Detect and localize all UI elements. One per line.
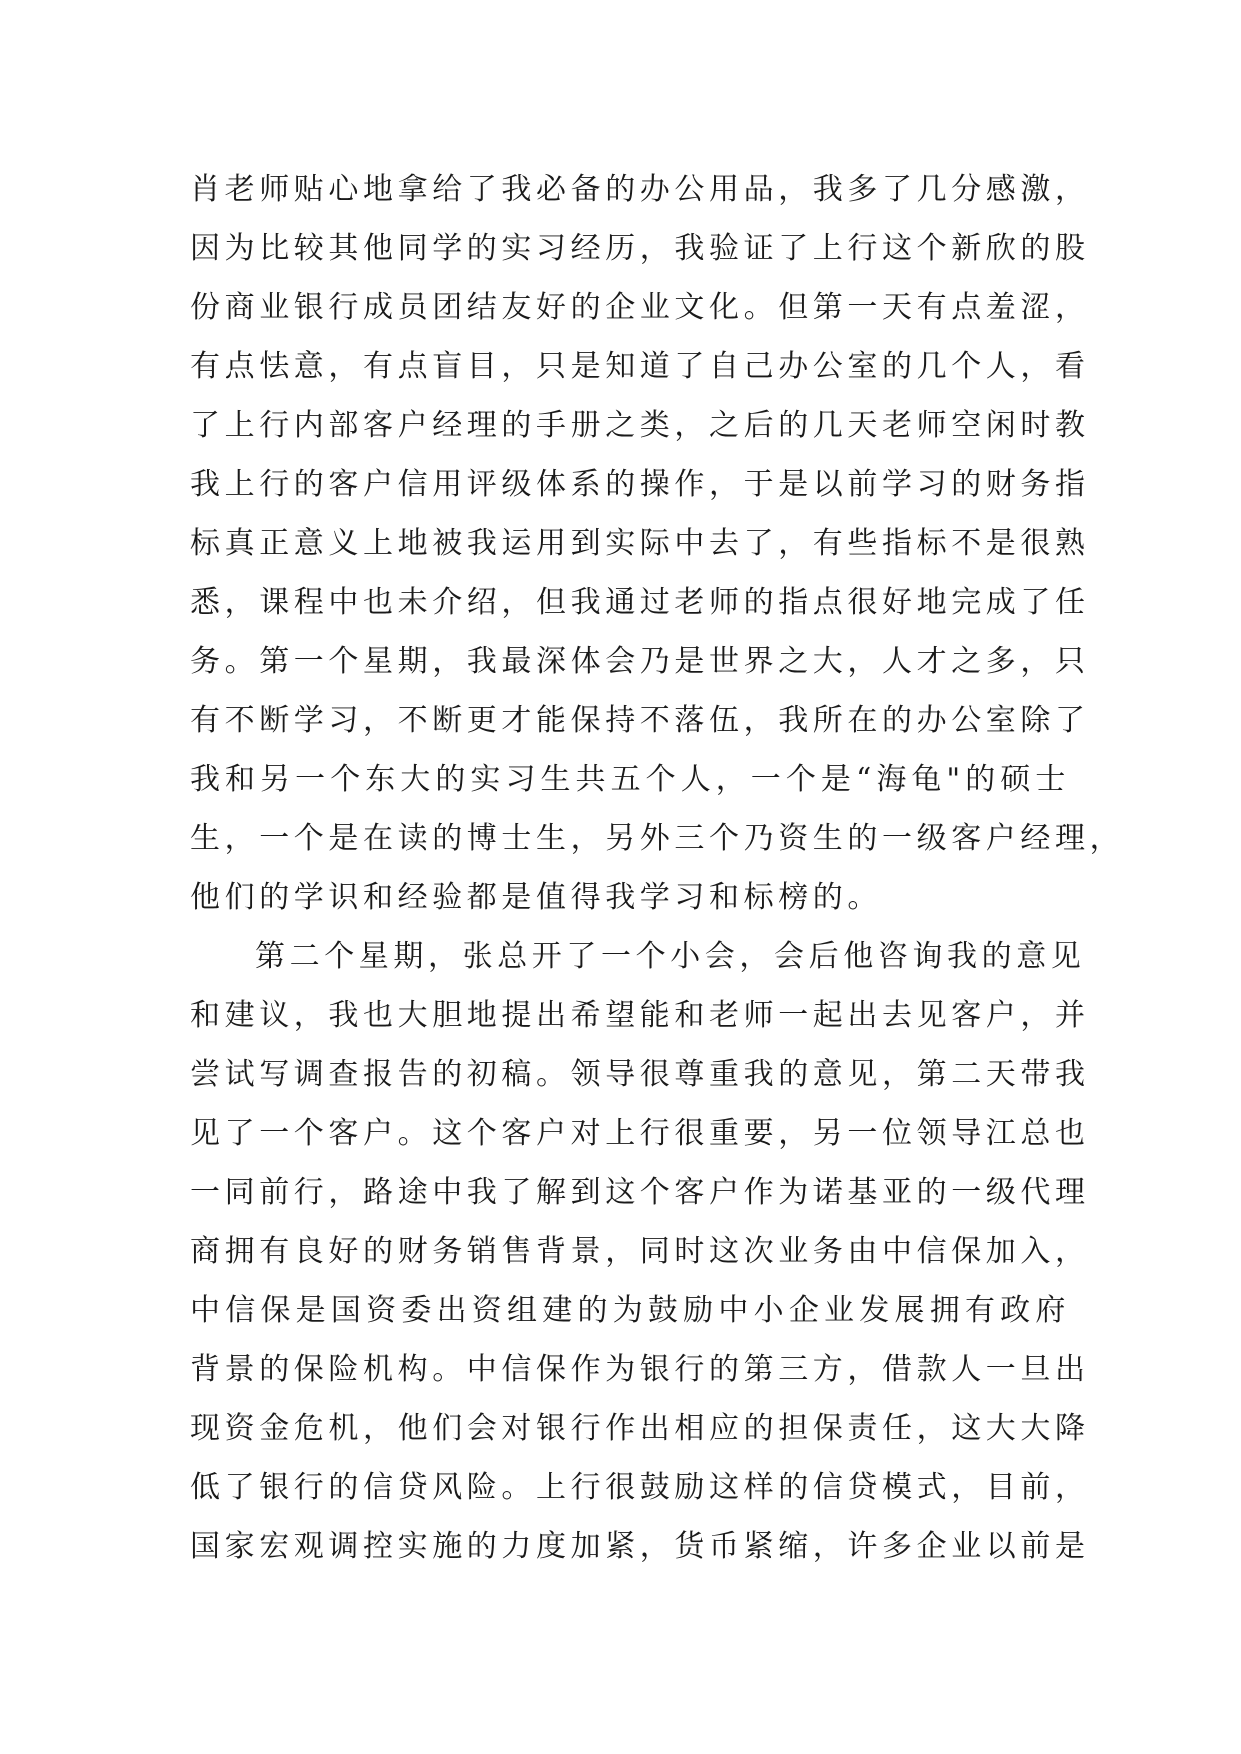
text-line: 肖老师贴心地拿给了我必备的办公用品，我多了几分感激， (190, 172, 1090, 207)
text-line: 和建议，我也大胆地提出希望能和老师一起出去见客户，并 (190, 998, 1090, 1033)
text-line: 第二个星期，张总开了一个小会，会后他咨询我的意见 (255, 939, 1086, 974)
document-body (190, 160, 1125, 1576)
text-line: 份商业银行成员团结友好的企业文化。但第一天有点羞涩， (190, 290, 1090, 325)
text-line: 标真正意义上地被我运用到实际中去了，有些指标不是很熟 (190, 526, 1090, 561)
text-line: 见了一个客户。这个客户对上行很重要，另一位领导江总也 (190, 1116, 1090, 1151)
text-line: 低了银行的信贷风险。上行很鼓励这样的信贷模式，目前， (190, 1470, 1090, 1505)
text-line: 有不断学习，不断更才能保持不落伍，我所在的办公室除了 (190, 703, 1090, 738)
text-line: 现资金危机，他们会对银行作出相应的担保责任，这大大降 (190, 1411, 1090, 1446)
text-line: 悉，课程中也未介绍，但我通过老师的指点很好地完成了任 (190, 585, 1090, 620)
text-line: 中信保是国资委出资组建的为鼓励中小企业发展拥有政府 (190, 1293, 1070, 1328)
text-line: 国家宏观调控实施的力度加紧，货币紧缩，许多企业以前是 (190, 1529, 1090, 1564)
text-line: 我和另一个东大的实习生共五个人，一个是“海龟"的硕士 (190, 762, 1070, 797)
text-line: 背景的保险机构。中信保作为银行的第三方，借款人一旦出 (190, 1352, 1090, 1387)
text-line: 商拥有良好的财务销售背景，同时这次业务由中信保加入， (190, 1234, 1090, 1269)
text-line: 他们的学识和经验都是值得我学习和标榜的。 (190, 880, 882, 915)
text-line: 有点怯意，有点盲目，只是知道了自己办公室的几个人，看 (190, 349, 1090, 384)
text-line: 了上行内部客户经理的手册之类，之后的几天老师空闲时教 (190, 408, 1090, 443)
text-line: 生，一个是在读的博士生，另外三个乃资生的一级客户经理， (190, 821, 1125, 856)
text-line: 尝试写调查报告的初稿。领导很尊重我的意见，第二天带我 (190, 1057, 1090, 1092)
text-line: 我上行的客户信用评级体系的操作，于是以前学习的财务指 (190, 467, 1090, 502)
text-line: 务。第一个星期，我最深体会乃是世界之大，人才之多，只 (190, 644, 1090, 679)
text-line: 一同前行，路途中我了解到这个客户作为诺基亚的一级代理 (190, 1175, 1090, 1210)
text-line: 因为比较其他同学的实习经历，我验证了上行这个新欣的股 (190, 231, 1090, 266)
